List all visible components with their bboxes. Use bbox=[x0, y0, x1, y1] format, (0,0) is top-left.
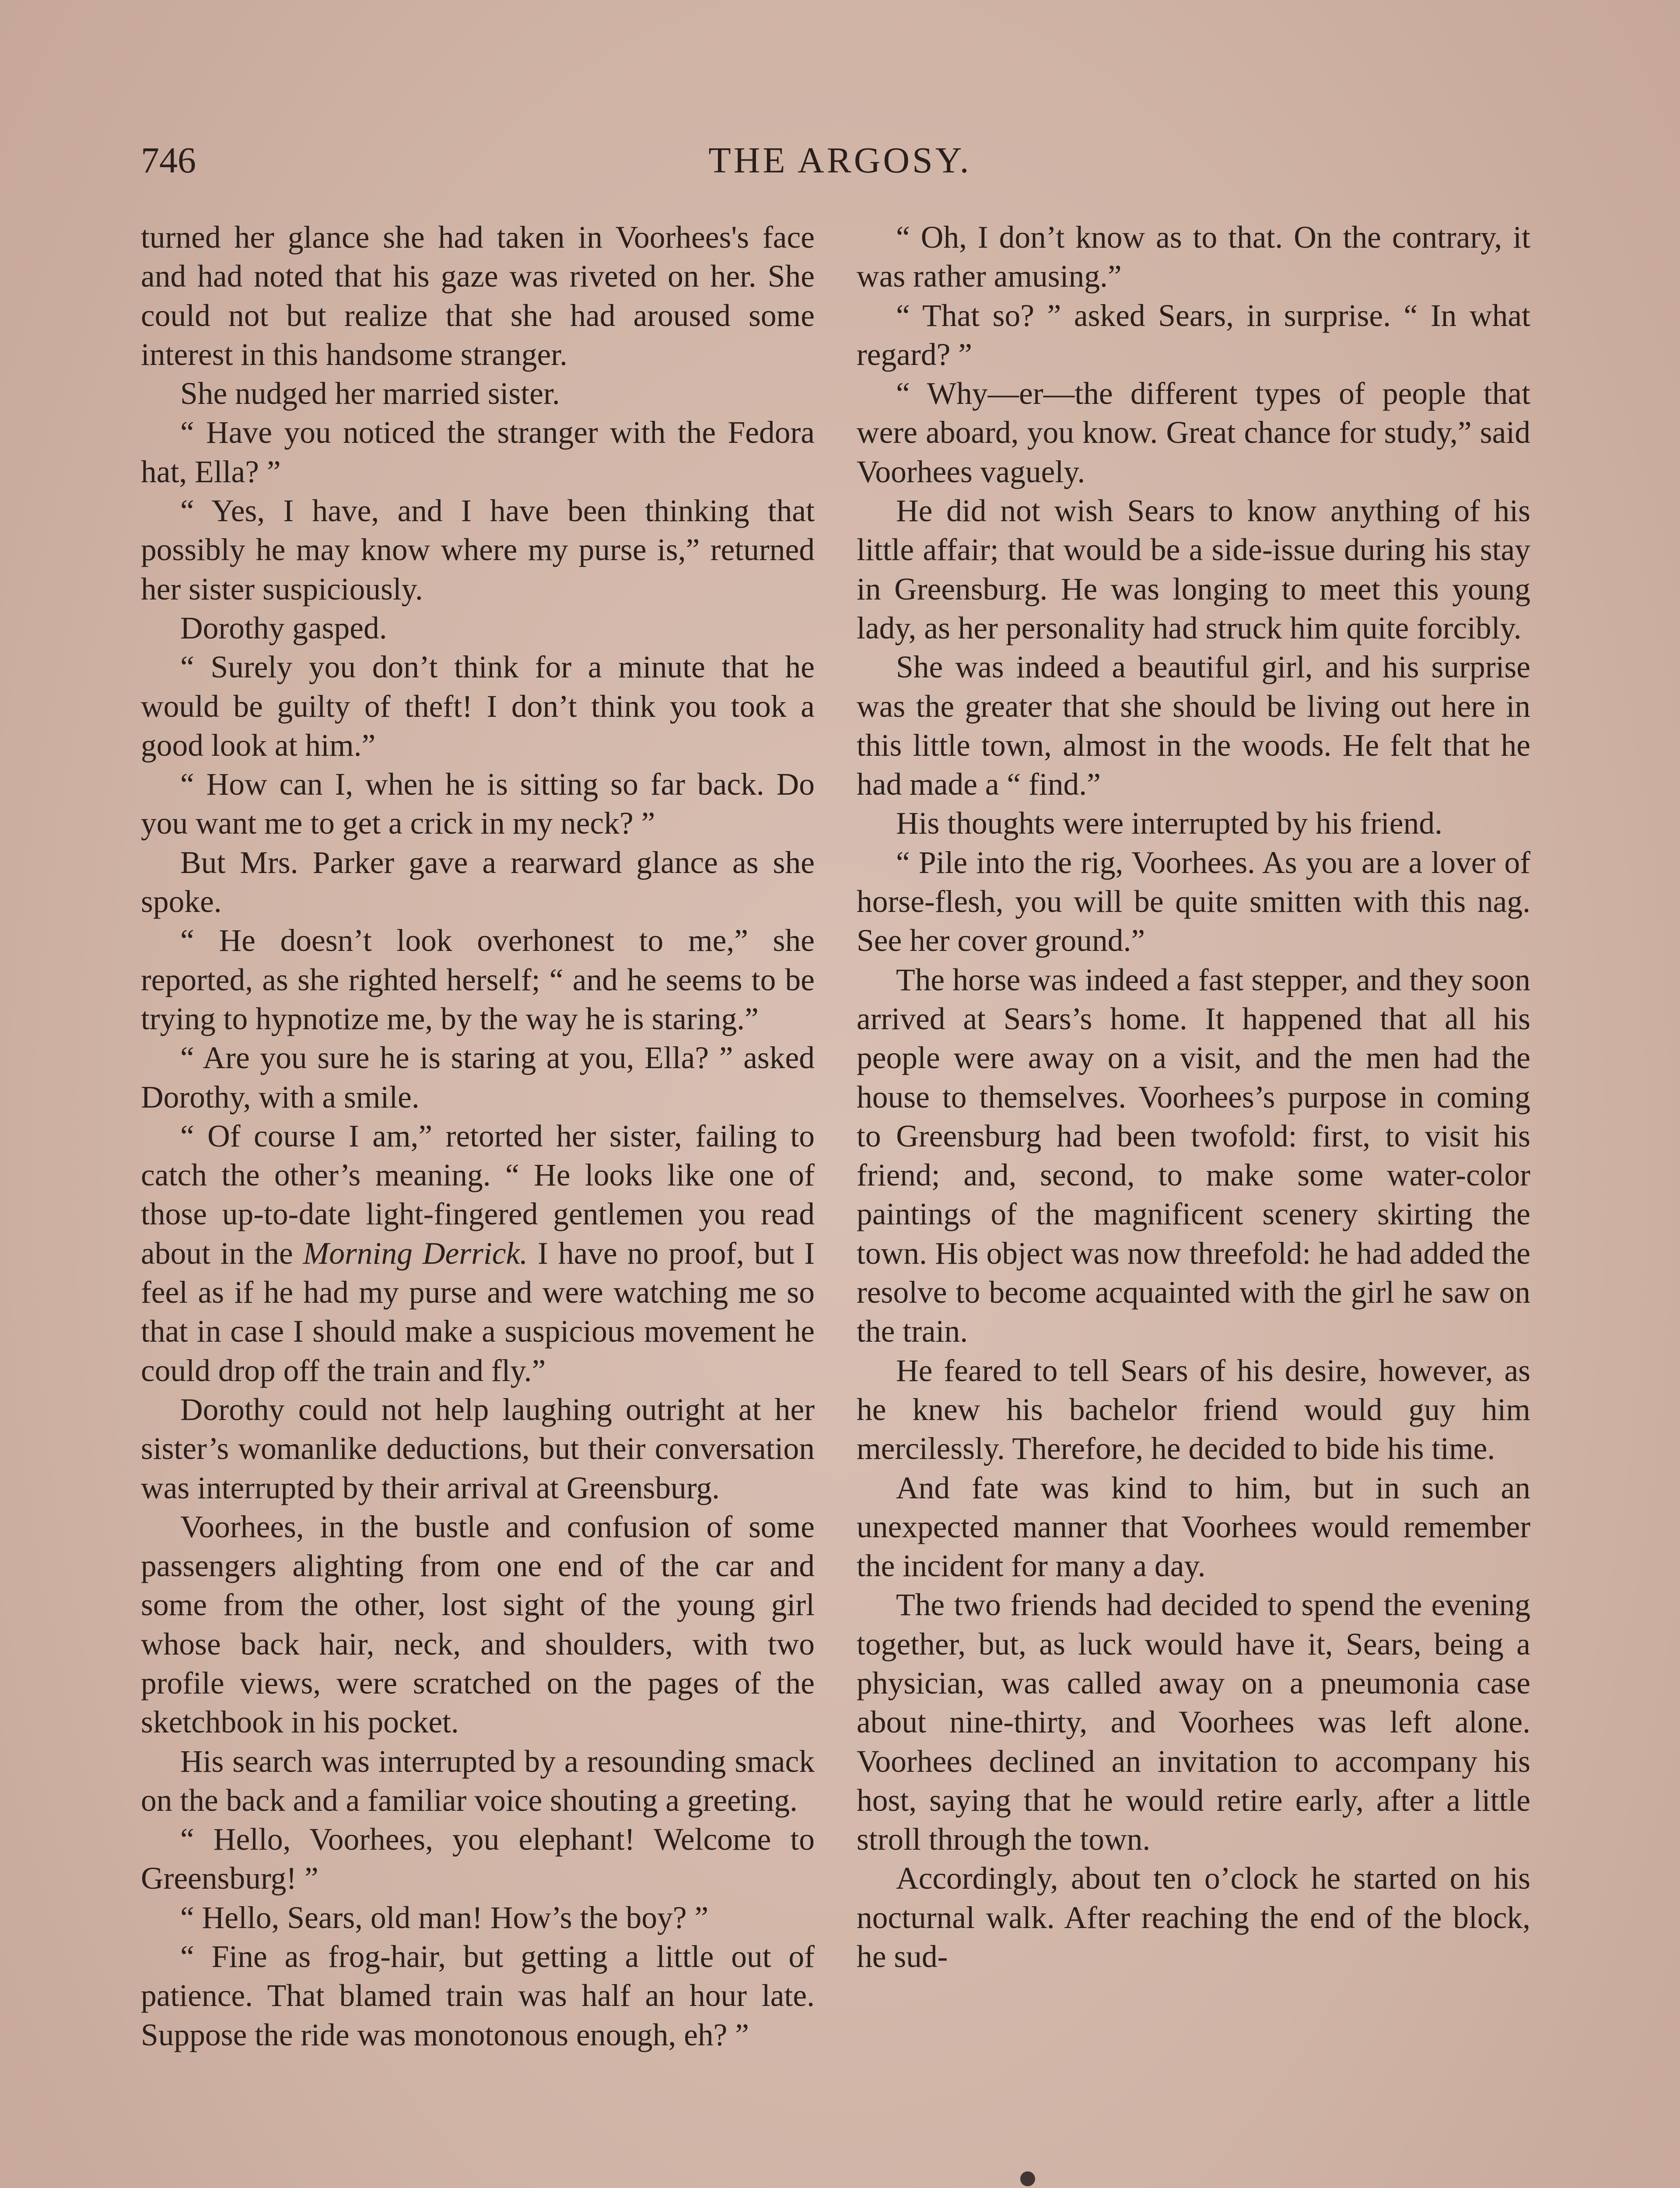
paragraph: “ Hello, Voorhees, you elephant! Welcome to Greensburg! ” bbox=[141, 1822, 815, 1896]
paragraph: “ Fine as frog-hair, but getting a little out of patience. That blamed train was half an hour late. Suppose the ride was monotonous enough, eh? ” bbox=[141, 1939, 815, 2052]
page-number: 746 bbox=[141, 140, 196, 181]
paragraph: “ Are you sure he is staring at you, Ella? ” asked Dorothy, with a smile. bbox=[141, 1041, 815, 1115]
paragraph: “ How can I, when he is sitting so far back. Do you want me to get a crick in my neck? ” bbox=[141, 767, 815, 841]
paragraph: “ Hello, Sears, old man! How’s the boy? ” bbox=[180, 1900, 709, 1935]
paragraph: And fate was kind to him, but in such an unexpected manner that Voorhees would remember the incident for many a day. bbox=[857, 1470, 1530, 1584]
paragraph: He did not wish Sears to know anything of his little affair; that would be a side-issue during his stay in Greensburg. He was longing to meet this young lady, as her personality had struck him quite forcibly. bbox=[857, 494, 1530, 645]
paragraph: His thoughts were interrupted by his friend. bbox=[896, 806, 1443, 841]
paragraph: Dorothy gasped. bbox=[180, 610, 387, 645]
running-head: THE ARGOSY. bbox=[708, 140, 972, 181]
paragraph: She nudged her married sister. bbox=[180, 376, 560, 411]
right-text-column bbox=[857, 218, 1530, 2188]
paragraph: turned her glance she had taken in Voorhees's face and had noted that his gaze was riveted on her. She could not but realize that she had aroused some interest in this handsome stranger. bbox=[141, 220, 815, 372]
paragraph: “ Why—er—the different types of people that were aboard, you know. Great chance for study,” said Voorhees vaguely. bbox=[857, 376, 1530, 489]
ink-speck bbox=[1020, 2171, 1035, 2186]
paragraph: “ Have you noticed the stranger with the Fedora hat, Ella? ” bbox=[141, 415, 815, 489]
paragraph: Voorhees, in the bustle and confusion of some passengers alighting from one end of the car and some from the other, lost sight of the young girl whose back hair, neck, and shoulders, with two profile views, were scratched on the pages of the sketchbook in his pocket. bbox=[141, 1509, 815, 1740]
paragraph: The horse was indeed a fast stepper, and they soon arrived at Sears’s home. It happened that all his people were away on a visit, and the men had the house to themselves. Voorhees’s purpose in coming to Greensburg had been twofold: first, to visit his friend; and, second, to make some water-color paintings of the magnificent scenery skirting the town. His object was now threefold: he had added the resolve to become acquainted with the girl he saw on the train. bbox=[857, 962, 1530, 1349]
paragraph: “ Yes, I have, and I have been thinking that possibly he may know where my purse is,” returned her sister suspiciously. bbox=[141, 494, 815, 607]
paragraph: His search was interrupted by a resounding smack on the back and a familiar voice shouting a greeting. bbox=[141, 1744, 815, 1818]
paragraph: “ Of course I am,” retorted her sister, failing to catch the other’s meaning. “ He looks like one of those up-to-date light-fingered gentlemen you read about in the Morning Derrick. I have no proof, but I feel as if he had my purse and were watching me so that in case I should make a suspicious movement he could drop off the train and fly.” bbox=[141, 1119, 815, 1388]
paragraph: She was indeed a beautiful girl, and his surprise was the greater that she should be living out here in this little town, almost in the woods. He felt that he had made a “ find.” bbox=[857, 650, 1530, 802]
paragraph: “ That so? ” asked Sears, in surprise. “ In what regard? ” bbox=[857, 298, 1530, 372]
paragraph: “ He doesn’t look overhonest to me,” she reported, as she righted herself; “ and he seems to be trying to hypnotize me, by the way he is staring.” bbox=[141, 923, 815, 1036]
paragraph: Dorothy could not help laughing outright at her sister’s womanlike deductions, but their conversation was interrupted by their arrival at Greensburg. bbox=[141, 1392, 815, 1505]
paragraph: But Mrs. Parker gave a rearward glance as she spoke. bbox=[141, 845, 815, 919]
paragraph: Accordingly, about ten o’clock he started on his nocturnal walk. After reaching the end of the block, he sud- bbox=[857, 1861, 1530, 1974]
paragraph: He feared to tell Sears of his desire, however, as he knew his bachelor friend would guy him mercilessly. Therefore, he decided to bide his time. bbox=[857, 1353, 1530, 1466]
left-text-column bbox=[141, 218, 815, 2188]
paragraph: “ Oh, I don’t know as to that. On the contrary, it was rather amusing.” bbox=[857, 220, 1530, 294]
paragraph: “ Pile into the rig, Voorhees. As you are a lover of horse-flesh, you will be quite smitten with this nag. See her cover ground.” bbox=[857, 845, 1530, 958]
paragraph: “ Surely you don’t think for a minute that he would be guilty of theft! I don’t think you took a good look at him.” bbox=[141, 650, 815, 763]
paragraph: The two friends had decided to spend the evening together, but, as luck would have it, Sears, being a physician, was called away on a pneumonia case about nine-thirty, and Voorhees was left alone. Voorhees declined an invitation to accompany his host, saying that he would retire early, after a little stroll through the town. bbox=[857, 1588, 1530, 1857]
